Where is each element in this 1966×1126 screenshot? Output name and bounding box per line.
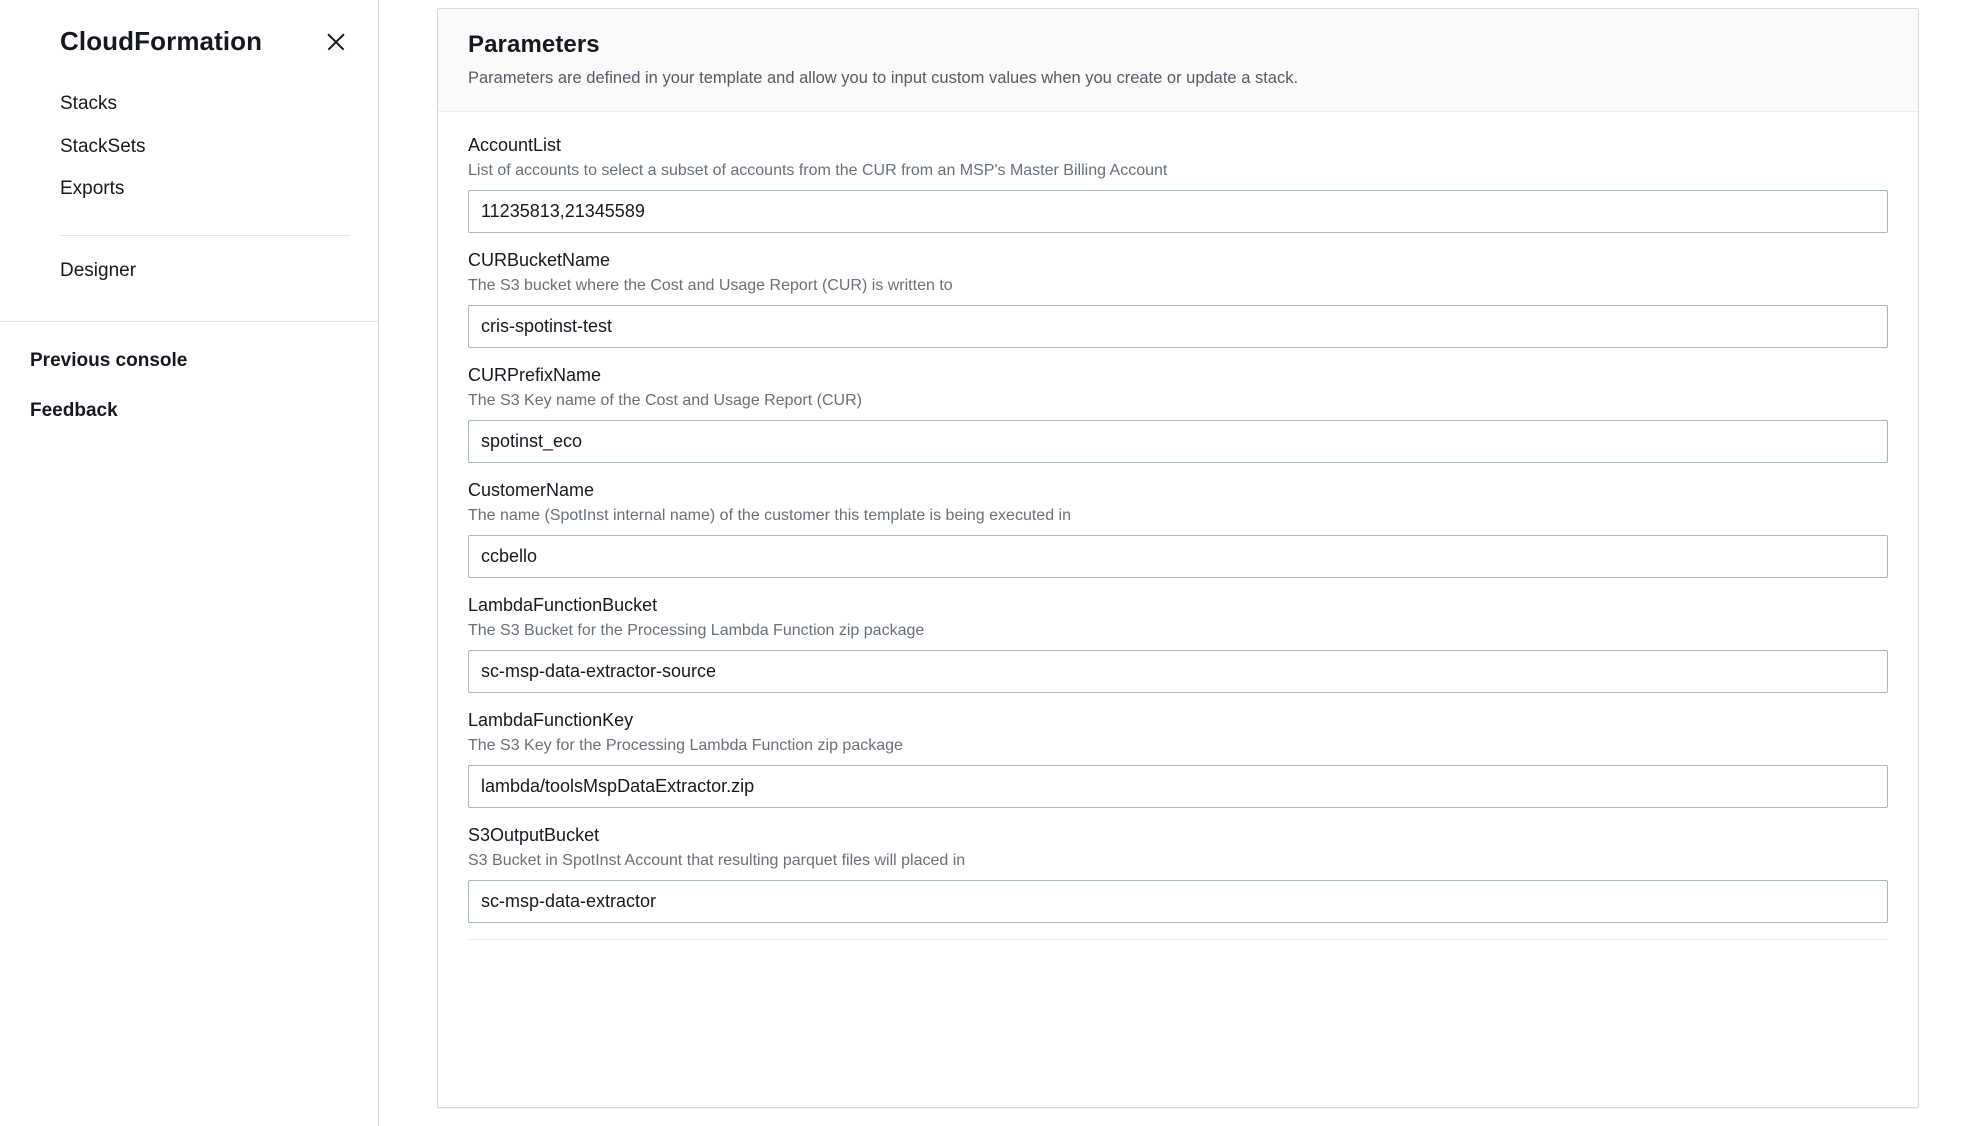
sidebar-header (0, 0, 378, 79)
sidebar-secondary-nav (0, 246, 378, 307)
sidebar-divider-2 (0, 321, 378, 322)
sidebar-item-exports[interactable]: Exports (60, 178, 125, 200)
field-description: The S3 Key for the Processing Lambda Function zip package (468, 736, 903, 754)
s3outputbucket-input[interactable] (468, 880, 1888, 923)
sidebar-divider-1 (60, 235, 350, 236)
field-curprefixname (468, 364, 1888, 463)
accountlist-input[interactable] (468, 190, 1888, 233)
parameters-form (438, 112, 1918, 950)
sidebar-item-stacksets[interactable]: StackSets (60, 135, 146, 157)
sidebar-footer-nav (0, 332, 378, 450)
parameters-panel (437, 8, 1919, 1108)
sidebar (0, 0, 379, 1126)
field-accountlist (468, 134, 1888, 233)
field-s3outputbucket (468, 824, 1888, 923)
lambdafunctionbucket-input[interactable] (468, 650, 1888, 693)
field-label: AccountList (468, 135, 562, 156)
lambdafunctionkey-input[interactable] (468, 765, 1888, 808)
field-lambdafunctionkey (468, 709, 1888, 808)
field-label: CURPrefixName (468, 365, 602, 386)
field-description: The S3 bucket where the Cost and Usage Report (CUR) is written to (468, 276, 953, 294)
field-description: The S3 Key name of the Cost and Usage Report (CUR) (468, 391, 862, 409)
field-description: The name (SpotInst internal name) of the customer this template is being executed in (468, 506, 1071, 524)
curbucketname-input[interactable] (468, 305, 1888, 348)
sidebar-item-previous-console[interactable]: Previous console (30, 349, 188, 371)
field-label: LambdaFunctionBucket (468, 595, 658, 616)
field-description: S3 Bucket in SpotInst Account that resulting parquet files will placed in (468, 851, 966, 869)
field-curbucketname (468, 249, 1888, 348)
sidebar-primary-nav (0, 79, 378, 225)
page-subtitle: Parameters are defined in your template and allow you to input custom values when you create or update a stack. (468, 69, 1299, 87)
sidebar-title: CloudFormation (60, 26, 263, 56)
sidebar-item-feedback[interactable]: Feedback (30, 399, 118, 421)
field-description: List of accounts to select a subset of accounts from the CUR from an MSP's Master Billing Account (468, 161, 1168, 179)
field-description: The S3 Bucket for the Processing Lambda Function zip package (468, 621, 925, 639)
field-label: CustomerName (468, 480, 595, 501)
close-icon[interactable] (322, 28, 350, 56)
panel-footer-divider (468, 939, 1888, 940)
field-label: LambdaFunctionKey (468, 710, 634, 731)
page-title: Parameters (468, 31, 600, 58)
main-content (379, 0, 1966, 1126)
curprefixname-input[interactable] (468, 420, 1888, 463)
field-label: S3OutputBucket (468, 825, 600, 846)
field-customername (468, 479, 1888, 578)
customername-input[interactable] (468, 535, 1888, 578)
field-lambdafunctionbucket (468, 594, 1888, 693)
sidebar-item-stacks[interactable]: Stacks (60, 93, 118, 114)
parameters-panel-header (438, 9, 1918, 112)
field-label: CURBucketName (468, 250, 611, 271)
sidebar-item-designer[interactable]: Designer (60, 260, 137, 282)
